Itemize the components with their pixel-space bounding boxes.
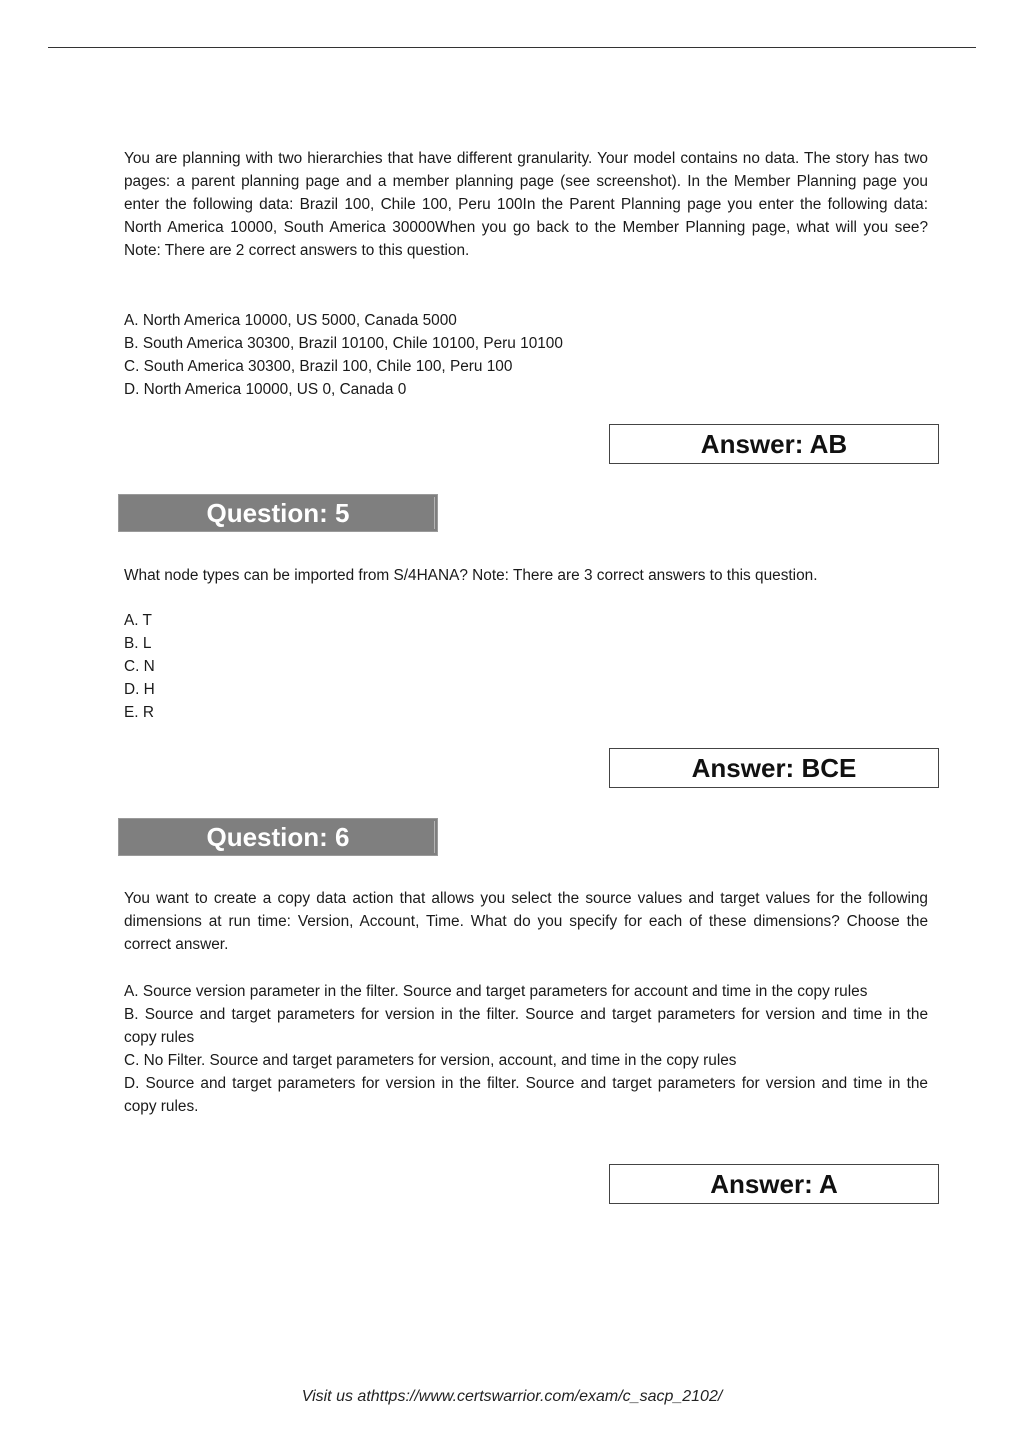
question-6-text: You want to create a copy data action that allows you select the source values and target values for the following dimensions at run time: Version, Account, Time. What do you specify for each of these dimensions? Choose the correct answer.: [124, 890, 928, 953]
option-d: D. H: [124, 681, 155, 698]
header-rule: [48, 47, 976, 48]
option-b: B. South America 30300, Brazil 10100, Chile 10100, Peru 10100: [124, 335, 563, 352]
option-a: A. T: [124, 612, 152, 629]
option-b: B. Source and target parameters for version in the filter. Source and target parameters for version and time in the copy rules: [124, 1006, 928, 1046]
option-d: D. North America 10000, US 0, Canada 0: [124, 381, 407, 398]
question-5-options: [124, 609, 928, 724]
question-5-title: Question: 5: [206, 497, 350, 528]
question-6-title: Question: 6: [206, 821, 350, 852]
answer-box-q5: Answer: BCE: [609, 748, 939, 788]
footer-link[interactable]: Visit us athttps://www.certswarrior.com/exam/c_sacp_2102/: [301, 1388, 723, 1405]
option-c: C. N: [124, 658, 155, 675]
option-d: D. Source and target parameters for version in the filter. Source and target parameters for version and time in the copy rules.: [124, 1075, 928, 1115]
option-a: A. North America 10000, US 5000, Canada 5000: [124, 312, 457, 329]
answer-box-q4: Answer: AB: [609, 424, 939, 464]
option-c: C. South America 30300, Brazil 100, Chile 100, Peru 100: [124, 358, 513, 375]
answer-box-q6: Answer: A: [609, 1164, 939, 1204]
question-4-text: You are planning with two hierarchies that have different granularity. Your model contains no data. The story has two pages: a parent planning page and a member planning page (see screenshot). In the Member Planning page you enter the following data: Brazil 100, Chile 100, Peru 100In the Parent Planning page you enter the following data: North America 10000, South America 30000When you go back to the Member Planning page, what will you see? Note: There are 2 correct answers to this question.: [124, 150, 928, 259]
question-6-header: [118, 818, 438, 856]
option-c: C. No Filter. Source and target parameters for version, account, and time in the copy rules: [124, 1052, 737, 1069]
option-a: A. Source version parameter in the filter. Source and target parameters for account and time in the copy rules: [124, 983, 868, 1000]
option-e: E. R: [124, 704, 154, 721]
question-6-options: [124, 980, 928, 1118]
option-b: B. L: [124, 635, 152, 652]
question-5-text: What node types can be imported from S/4HANA? Note: There are 3 correct answers to this question.: [124, 567, 818, 584]
question-4-options: [124, 309, 928, 401]
question-5-header: [118, 494, 438, 532]
